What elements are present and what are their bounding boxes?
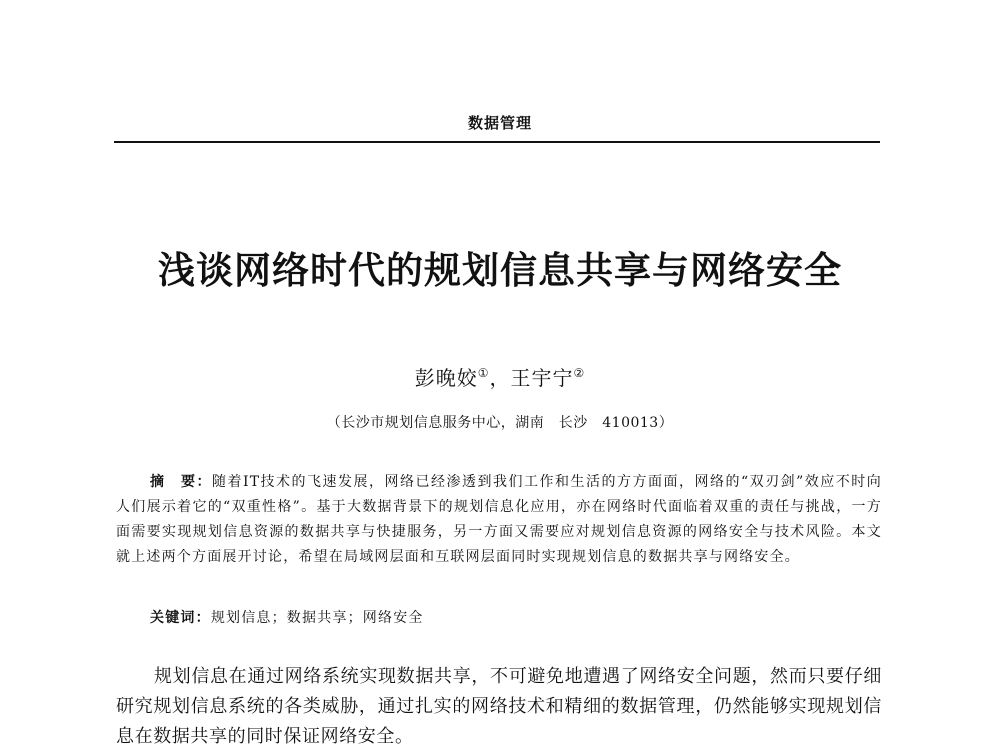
author-mark: ① — [477, 366, 490, 380]
abstract-label: 摘 要： — [150, 474, 212, 490]
author-separator: ， — [489, 366, 511, 390]
body-paragraph: 规划信息在通过网络系统实现数据共享，不可避免地遭遇了网络安全问题，然而只要仔细研究规划信息系统的各类威胁，通过扎实的网络技术和精细的数据管理，仍然能够实现规划信息在数据共享的同时保证网络安全。 — [116, 666, 882, 747]
keywords — [150, 607, 880, 627]
abstract-text: 随着IT技术的飞速发展，网络已经渗透到我们工作和生活的方方面面，网络的“双刃剑”效应不时向人们展示着它的“双重性格”。基于大数据背景下的规划信息化应用，亦在网络时代面临着双重的责任与挑战，一方面需要实现规划信息资源的数据共享与快捷服务，另一方面又需要应对规划信息资源的网络安全与技术风险。本文就上述两个方面展开讨论，希望在局域网层面和互联网层面同时实现规划信息的数据共享与网络安全。 — [116, 474, 882, 565]
header-rule — [114, 141, 880, 143]
author-line — [0, 362, 1000, 391]
keywords-text: 规划信息；数据共享；网络安全 — [210, 610, 424, 626]
affiliation: （长沙市规划信息服务中心，湖南 长沙 410013） — [326, 415, 674, 431]
author-name: 王宇宁 — [510, 366, 574, 390]
keywords-label: 关键词： — [150, 610, 211, 626]
author-name: 彭晚姣 — [414, 366, 478, 390]
abstract — [116, 470, 882, 570]
author-mark: ② — [573, 366, 586, 380]
running-head: 数据管理 — [467, 114, 532, 132]
article-title: 浅谈网络时代的规划信息共享与网络安全 — [158, 249, 842, 292]
